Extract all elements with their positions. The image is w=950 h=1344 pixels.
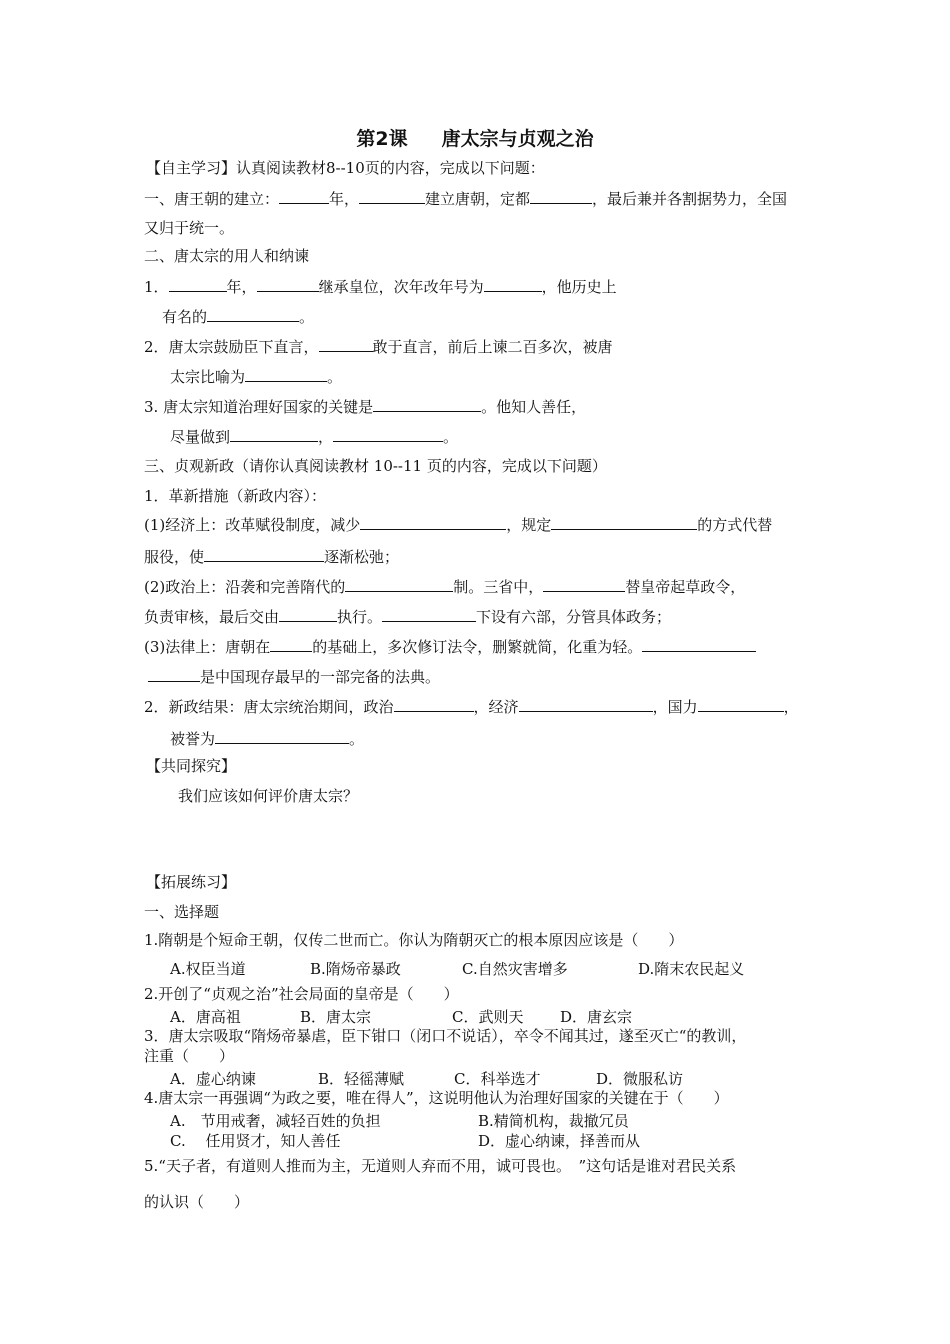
blank[interactable] (319, 336, 373, 352)
option[interactable]: B．轻徭薄赋 (318, 1070, 405, 1088)
blank[interactable] (543, 576, 625, 592)
option[interactable]: C．科举选才 (454, 1070, 541, 1088)
page-title (0, 124, 950, 151)
option[interactable]: B.隋炀帝暴政 (310, 960, 401, 978)
section-1-line-2: 又归于统一。 (144, 219, 235, 237)
result-line-1: 2．新政结果：唐太宗统治期间，政治 ，经济 ，国力 ， (144, 698, 799, 716)
option[interactable]: A．唐高祖 (170, 1008, 241, 1026)
blank[interactable] (698, 696, 784, 712)
option[interactable]: C．武则天 (452, 1008, 524, 1026)
section-2-heading: 二、唐太宗的用人和纳谏 (144, 247, 310, 265)
law-line-2: 是中国现存最早的一部完备的法典。 (148, 666, 440, 687)
section-3-heading: 三、贞观新政（请你认真阅读教材 10--11 页的内容，完成以下问题） (144, 457, 607, 475)
blank[interactable] (207, 306, 299, 322)
option[interactable]: A. 节用戒奢，减轻百姓的负担 (170, 1112, 381, 1130)
blank[interactable] (519, 696, 653, 712)
lesson-name: 唐太宗与贞观之治 (441, 128, 594, 150)
mc-question-5: 5.“天子者，有道则人推而为主，无道则人弃而不用，诚可畏也。 ”这句话是谁对君民关系 (144, 1157, 737, 1175)
blank[interactable] (279, 606, 337, 622)
result-line-2: 被誉为 。 (170, 730, 365, 748)
option[interactable]: B．唐太宗 (300, 1008, 372, 1026)
blank[interactable] (373, 396, 481, 412)
law-line-1: (3)法律上：唐朝在 的基础上，多次修订法令，删繁就简，化重为轻。 (144, 636, 756, 657)
option[interactable]: B.精简机构，裁撤冗员 (478, 1112, 629, 1130)
section-1-line-1: 一、唐王朝的建立： 年， 建立唐朝，定都 ，最后兼并各割据势力，全国 (144, 190, 788, 208)
explore-question: 我们应该如何评价唐太宗？ (178, 787, 359, 805)
option[interactable]: C. 任用贤才，知人善任 (170, 1132, 341, 1150)
economy-line-2: 服役，使 逐渐松弛； (144, 548, 400, 566)
blank[interactable] (551, 514, 697, 530)
mc-question-3-continued: 注重（ ） (144, 1047, 235, 1065)
self-study-intro: 【自主学习】认真阅读教材8--10页的内容，完成以下问题： (146, 159, 545, 177)
choice-section-heading: 一、选择题 (144, 903, 220, 921)
explore-heading: 【共同探究】 (146, 757, 237, 775)
mc-question-3: 3．唐太宗吸取“隋炀帝暴虐，臣下钳口（闭口不说话），卒令不闻其过，遂至灭亡“的教训， (144, 1027, 747, 1045)
mc-question-2: 2.开创了“贞观之治”社会局面的皇帝是（ ） (144, 985, 459, 1003)
question-2-2-line-1: 2．唐太宗鼓励臣下直言， 敢于直言，前后上谏二百多次，被唐 (144, 338, 613, 356)
option[interactable]: A.权臣当道 (170, 960, 246, 978)
option[interactable]: D．唐玄宗 (560, 1008, 633, 1026)
option[interactable]: A．虚心纳谏 (170, 1070, 256, 1088)
mc-question-5-continued: 的认识（ ） (144, 1193, 250, 1211)
blank[interactable] (382, 606, 476, 622)
option[interactable]: D．虚心纳谏，择善而从 (478, 1132, 641, 1150)
blank[interactable] (345, 576, 453, 592)
blank[interactable] (169, 276, 227, 292)
blank[interactable] (270, 636, 312, 652)
mc-question-4: 4.唐太宗一再强调“为政之要，唯在得人”，这说明他认为治理好国家的关键在于（ ） (144, 1089, 729, 1107)
question-2-3-line-1: 3. 唐太宗知道治理好国家的关键是 。他知人善任， (144, 398, 587, 416)
blank[interactable] (484, 276, 542, 292)
blank[interactable] (530, 188, 592, 204)
blank[interactable] (245, 366, 327, 382)
blank[interactable] (257, 276, 319, 292)
blank[interactable] (333, 426, 443, 442)
option[interactable]: C.自然灾害增多 (462, 960, 568, 978)
lesson-number: 第2课 (356, 128, 408, 150)
option[interactable]: D．微服私访 (596, 1070, 684, 1088)
economy-line-1: (1)经济上：改革赋役制度，减少 ，规定 的方式代替 (144, 516, 773, 534)
question-2-1-line-2: 有名的 。 (162, 308, 315, 326)
politics-line-1: (2)政治上：沿袭和完善隋代的 制。三省中， 替皇帝起草政令， (144, 578, 746, 596)
question-2-3-line-2: 尽量做到 ， 。 (170, 428, 459, 446)
practice-heading: 【拓展练习】 (146, 873, 237, 891)
blank[interactable] (279, 188, 329, 204)
blank[interactable] (204, 546, 324, 562)
blank[interactable] (230, 426, 318, 442)
blank[interactable] (394, 696, 474, 712)
blank[interactable] (360, 514, 506, 530)
question-2-2-line-2: 太宗比喻为 。 (170, 368, 343, 386)
blank[interactable] (215, 728, 349, 744)
blank[interactable] (148, 666, 200, 682)
politics-line-2: 负责审核，最后交由 执行。 下设有六部，分管具体政务； (144, 608, 672, 626)
section-3-subheading: 1．革新措施（新政内容）： (144, 487, 327, 505)
blank[interactable] (359, 188, 425, 204)
mc-question-1: 1.隋朝是个短命王朝，仅传二世而亡。你认为隋朝灭亡的根本原因应该是（ ） (144, 931, 684, 949)
blank[interactable] (642, 636, 756, 652)
question-2-1-line-1: 1． 年， 继承皇位，次年改年号为 ，他历史上 (144, 278, 617, 296)
option[interactable]: D.隋末农民起义 (638, 960, 745, 978)
